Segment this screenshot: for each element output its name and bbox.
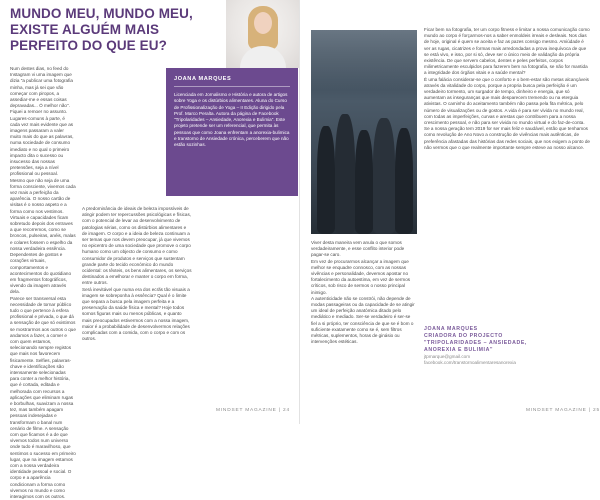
column-2-text: A predominância de ideais de beleza impossíveis de atingir podem ter repercussões psicológicas e físicas, com o potencial de levar ao desenvolvimento de patologias sérias, como os distúrbios alimentares e de imagem. O corpo e a ideia de beleza continuam a ser temas que nos devem preocupar, já que vivemos no epicentro de uma sociedade que promove o corpo humano como um objecto de consumo e como consumidor de produtos e serviços que sustentam grande parte do tecido económico do mundo ocidental: os têxteis, os bens alimentares, os serviços destinados a emelhorar e manter o corpo em forma, entre outros. Será inevitável que numa era dos ecrãs tão visuais a imagem se sobreponha à essência? Qual é o limite que separa a busca pela imagem perfeita e a preservação da saúde física e mental? Hoje todos somos figuras mais ou menos públicas, e quanto mais preocupados estivermos com a nossa imagem, maior é a probabilidade de desenvolvermos relações complicadas com a comida, com o corpo e com os outros. xyxy=(82,206,192,342)
column-4-text: Ficar bem na fotografia, ter um corpo fitness e limitar a nossa comunicação como mundo ao corpo é forçarmos-nos a saber enmoldeis irreais e desleais. Nos dias de hoje, original é quem se aceita e faz as pazes consigo mesmo. Amiúdade é ver as rugas, cicatrizes e formas mais arredondadas a prova inequívoca de que se está vivo, e isso, por si só, deve ser o único meio de validação da própria existência. De que servem cabelos, dentes e peles perfeitos, corpos milimetricamente esculpidos para fazerem bem na fotografia, se não for mantida a integridade dos órgãos vitais e a saúde mental? É uma falácia considerar-se que o conforto e o bem-estar são metas alcançáveis através da vitalidade do corpo, porque a propria busca pela perfeição é um verdadeiro tormento, um surgador de tempo, dinheiro e energia, que só aumentam as inseguranças que mais desparecem tremendo ou na eterguia ativistas. O caminho do aceitamento também não passa pela fita métrica, pelo número de visualizações ou de gostos. A vida é para ser vivida no mundo real, com todas as imperfeições, curvas e arestas que contribuem para a nossa crescimento pessoal, e não para ser vivida no mundo virtual e do faz-de-conta. Se a nossa geração tem 2019 for ser mais feliz e saudável, então que tenhamos como revolução de Ano Novo a construção de vivências mais autênticas, de preferência afastadas das histórias das redes sociais, que nos exigem a ponto de não vermos que o que realmente importante sempre esteve ao nosso alcance. xyxy=(424,27,590,150)
column-3-text: Viver desta maneira vem anula o que somos verdadeiramente, e esse conflito interior pode pagar-se caro. Em vez de procurarmos alcançar a imagem que melhor se enquadre connosco, com as nossas vivências e personalidade, devemos apostar no fortalecimento da autoestima, em vez de sermos críticos, sob risco de sermos o nosso principal inimigo. A autenticidade não se constrói, não depende de modas passageiras ou da capacidade de se atingir um ideal de perfeição anatómica ditado pelo mediático e mediado. Ser-se verdadeiro é ser-se fiel a si próprio, ter consciência de que se é bom o suficiente exatamente como se é, sem filtros métricas, suplementos, horas de ginásio ou intervenções estéticas. xyxy=(311,240,415,345)
author-signature-block xyxy=(424,326,590,367)
bio-name: JOANA MARQUES xyxy=(174,76,232,82)
crowd-figure xyxy=(355,130,373,234)
author-role: CRIADORA DO PROJECTO "TRIPOLARIDADES – ANSIEDADE, ANOREXIA E BULIMIA" xyxy=(424,333,527,353)
column-1-text: Num destes dias, no feed do Instagram vi uma imagem que dizia "a publicar uma fotografia minha, mas já sei que vão começar com piropos, a assediar-me e essas coisas depravadas... Ó melhor não". Fiquei a remoer no assunto. Lugares-comuns à parte, é cada vez mais evidente que as imagens passaram a valer muito mais do que as palavras, numa sociedade de consumo imediato e no qual o primeiro impacto dita o sucesso ou insucesso das nossas pretensões, seja a nível profissional ou pessoal. Mesmo que não seja de uma forma consciente, vivemos cada vez mais a perfeição da aparência. O nosso cartão de visitas é o nosso aspeto e a forma como nos vestimos. Virtuais e capacidades ficam sobretudo depois dos entraves a que recorremos, como se broncos, pulseiras, anéis, malas e colares fossem o espelho da nossa verdadeira essência. Dependentes de gostos e corações virtuais, comportamentos e acontecimentos do quotidiano em fragmentos fotográficos, vivendo da imagem através dela. Parece ser transversal esta necessidade de tornar público tudo o que pertence à esfera profissional e privada, o que dá a sensação de que só existimos se mostrarmos aos outros o que andamos a fazer, a comer e com quem estamos, selecionando sempre registos que mais nos favorecem fisicamente. Selfies, palavras-chave e identificações são intensamente selecionadas para conter a melhor história, que é cortada, editada e melhorada com recursos a aplicações que eliminam rugas e borbulhas, suavizam a nossa tez, mas também apagam pessoas indesejadas e transformam o banal num cenário de filme. A sensação com que ficamos é a de que vivemos todos num universo onde tudo é maravilhoso, que sentimos o sucesso em primeiro lugar, que na imagem estamos com a nossa verdadeira identidade pessoal e social. O corpo e a aparência condicionam a forma como vivemos no mundo e como interagimos com os outros. xyxy=(10,66,76,500)
crowd-figure xyxy=(335,114,355,234)
author-portrait-photo xyxy=(226,0,300,68)
article-column-2 xyxy=(82,206,192,396)
crowd-photo-light xyxy=(311,30,417,90)
page-footer-left: MINDSET MAGAZINE | 24 xyxy=(216,408,290,413)
article-title: MUNDO MEU, MUNDO MEU, EXISTE ALGUÉM MAIS PERFEITO DO QUE EU? xyxy=(10,6,193,53)
author-name: JOANA MARQUES xyxy=(424,326,478,332)
portrait-face xyxy=(254,12,272,34)
article-column-1 xyxy=(10,66,76,500)
crowd-figure xyxy=(395,128,413,234)
article-column-3 xyxy=(311,240,417,410)
bio-text: Licenciada em Jornalismo e História e autora de artigos sobre Yoga e os distúrbios alimentares. Aluna do Curso de Profissionalização de Yoga – II Edição dirigido pela Prof. Marco Peralta. Autora da página de Facebook "Tripolaridades – Ansiedade, Anorexia e Bulimia". Este projeto pretende ser um referencial, que permita às pessoas que como Joana enfrentam a anorexia-bulimica e transtorno de Ansiedade crónica, perceberem que não estão sozinhas. xyxy=(174,92,290,148)
author-email-link[interactable]: jtpmarque@gmail.com xyxy=(424,354,471,359)
page-footer-right: MINDSET MAGAZINE | 25 xyxy=(526,408,600,413)
author-bio-box xyxy=(166,68,298,196)
crowd-figure xyxy=(373,118,395,234)
crowd-figure xyxy=(317,126,335,234)
crowd-photo xyxy=(311,30,417,234)
article-column-4 xyxy=(424,27,590,313)
bio-divider xyxy=(174,86,290,87)
author-facebook-link[interactable]: facebook.com/transtornoalimentaresanorexia xyxy=(424,360,516,366)
